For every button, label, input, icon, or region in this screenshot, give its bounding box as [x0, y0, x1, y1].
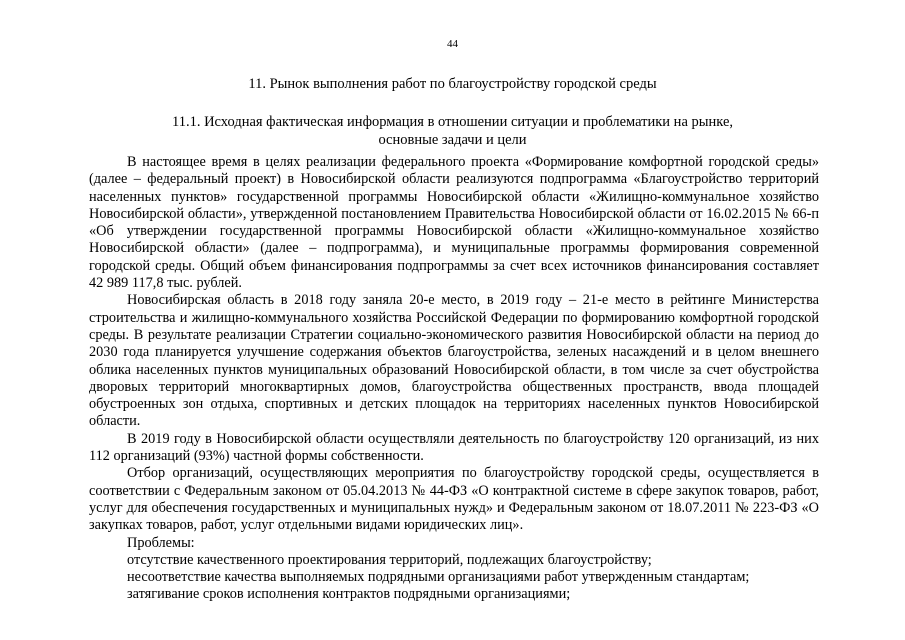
- subsection-title-line2: основные задачи и цели: [378, 132, 527, 148]
- paragraph-rating: Новосибирская область в 2018 году заняла 20-е место, в 2019 году – 21-е место в рейтинге Министерства строительства и жилищно-коммунального хозяйства Российской Федерации по формированию комфортной городской среды. В результате реализации Стратегии социально-экономического развития Новосибирской области на период до 2030 года планируется улучшение содержания объектов благоустройства, зеленых насаждений и в целом внешнего облика населенных пунктов муниципальных образований Новосибирской области, в том числе за счет обустройства дворовых территорий многоквартирных домов, благоустройства общественных пространств, ввода площадей обустроенных зон отдыха, спортивных и детских площадок на территориях населенных пунктов Новосибирской области.: [89, 292, 819, 430]
- problem-item: отсутствие качественного проектирования территорий, подлежащих благоустройству;: [127, 551, 652, 568]
- paragraph-problems-heading: Проблемы:: [127, 534, 195, 551]
- section-title: 11. Рынок выполнения работ по благоустройству городской среды: [248, 76, 657, 92]
- body-text: [89, 154, 819, 604]
- problem-item: несоответствие качества выполняемых подрядными организациями работ утвержденным стандартам;: [127, 569, 750, 586]
- page-number: 44: [447, 38, 458, 50]
- paragraph-federal-project: В настоящее время в целях реализации федерального проекта «Формирование комфортной городской среды» (далее – федеральный проект) в Новосибирской области реализуются подпрограмма «Благоустройство территорий населенных пунктов» государственной программы Новосибирской области «Жилищно-коммунальное хозяйство Новосибирской области», утвержденной постановлением Правительства Новосибирской области от 16.02.2015 № 66-п «Об утверждении государственной программы Новосибирской области «Жилищно-коммунальное хозяйство Новосибирской области» (далее – подпрограмма), и муниципальные программы формирования современной городской среды. Общий объем финансирования подпрограммы за счет всех источников финансирования составляет 42 989 117,8 тыс. рублей.: [89, 154, 819, 292]
- problem-item: затягивание сроков исполнения контрактов подрядными организациями;: [127, 586, 571, 603]
- subsection-title-line1: 11.1. Исходная фактическая информация в отношении ситуации и проблематики на рынке,: [171, 114, 734, 130]
- paragraph-selection: Отбор организаций, осуществляющих мероприятия по благоустройству городской среды, осуществляется в соответствии с Федеральным законом от 05.04.2013 № 44-ФЗ «О контрактной системе в сфере закупок товаров, работ, услуг для обеспечения государственных и муниципальных нужд» и Федеральным законом от 18.07.2011 № 223-ФЗ «О закупках товаров, работ, услуг отдельными видами юридических лиц».: [89, 465, 819, 534]
- paragraph-organizations: В 2019 году в Новосибирской области осуществляли деятельность по благоустройству 120 организаций, из них 112 организаций (93%) частной формы собственности.: [89, 430, 819, 465]
- subsection-title: [150, 113, 755, 149]
